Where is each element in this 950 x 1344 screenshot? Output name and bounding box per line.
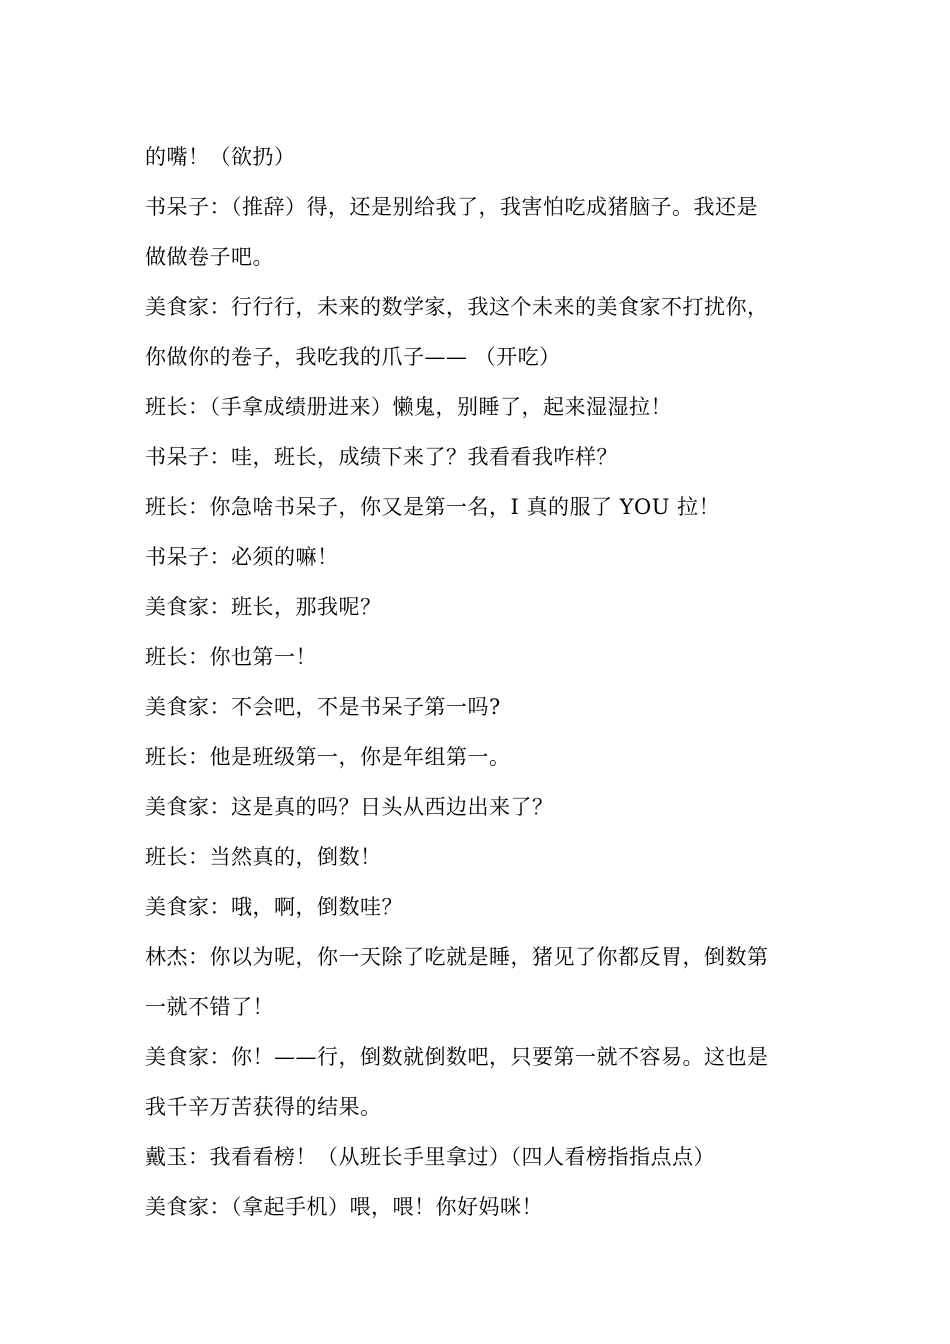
text-line: 一就不错了！: [145, 995, 274, 1019]
text-line: 美食家：班长，那我呢？: [145, 595, 382, 619]
text-line: 戴玉：我看看榜！（从班长手里拿过）（四人看榜指指点点）: [145, 1145, 715, 1169]
text-line: 林杰：你以为呢，你一天除了吃就是睡，猪见了你都反胃，倒数第: [145, 945, 769, 969]
text-line: 你做你的卷子，我吃我的爪子—— （开吃）: [145, 345, 561, 369]
text-line: 美食家：你！——行，倒数就倒数吧，只要第一就不容易。这也是: [145, 1045, 769, 1069]
text-line: 的嘴！（欲扔）: [145, 145, 296, 169]
text-line: 班长：（手拿成绩册进来）懒鬼，别睡了，起来湿湿拉！: [145, 395, 672, 419]
text-line: 班长：他是班级第一，你是年组第一。: [145, 745, 511, 769]
text-line: 美食家：行行行，未来的数学家，我这个未来的美食家不打扰你，: [145, 295, 769, 319]
script-text-body: [145, 132, 810, 1232]
text-line: 我千辛万苦获得的结果。: [145, 1095, 382, 1119]
text-line: 美食家：（拿起手机）喂，喂！你好妈咪！: [145, 1195, 543, 1219]
text-line: 美食家：哦，啊，倒数哇？: [145, 895, 403, 919]
text-line: 班长：你也第一！: [145, 645, 317, 669]
text-line: 书呆子：必须的嘛！: [145, 545, 339, 569]
text-line: 班长：当然真的，倒数！: [145, 845, 382, 869]
text-line: 美食家：不会吧，不是书呆子第一吗?: [145, 695, 501, 719]
text-line: 书呆子：（推辞）得，还是别给我了，我害怕吃成猪脑子。我还是: [145, 195, 758, 219]
text-line: 做做卷子吧。: [145, 245, 274, 269]
text-line: 书呆子：哇，班长，成绩下来了？我看看我咋样？: [145, 445, 618, 469]
text-line: 班长：你急啥书呆子，你又是第一名，I 真的服了 YOU 拉！: [145, 495, 721, 519]
text-line: 美食家：这是真的吗？日头从西边出来了？: [145, 795, 554, 819]
